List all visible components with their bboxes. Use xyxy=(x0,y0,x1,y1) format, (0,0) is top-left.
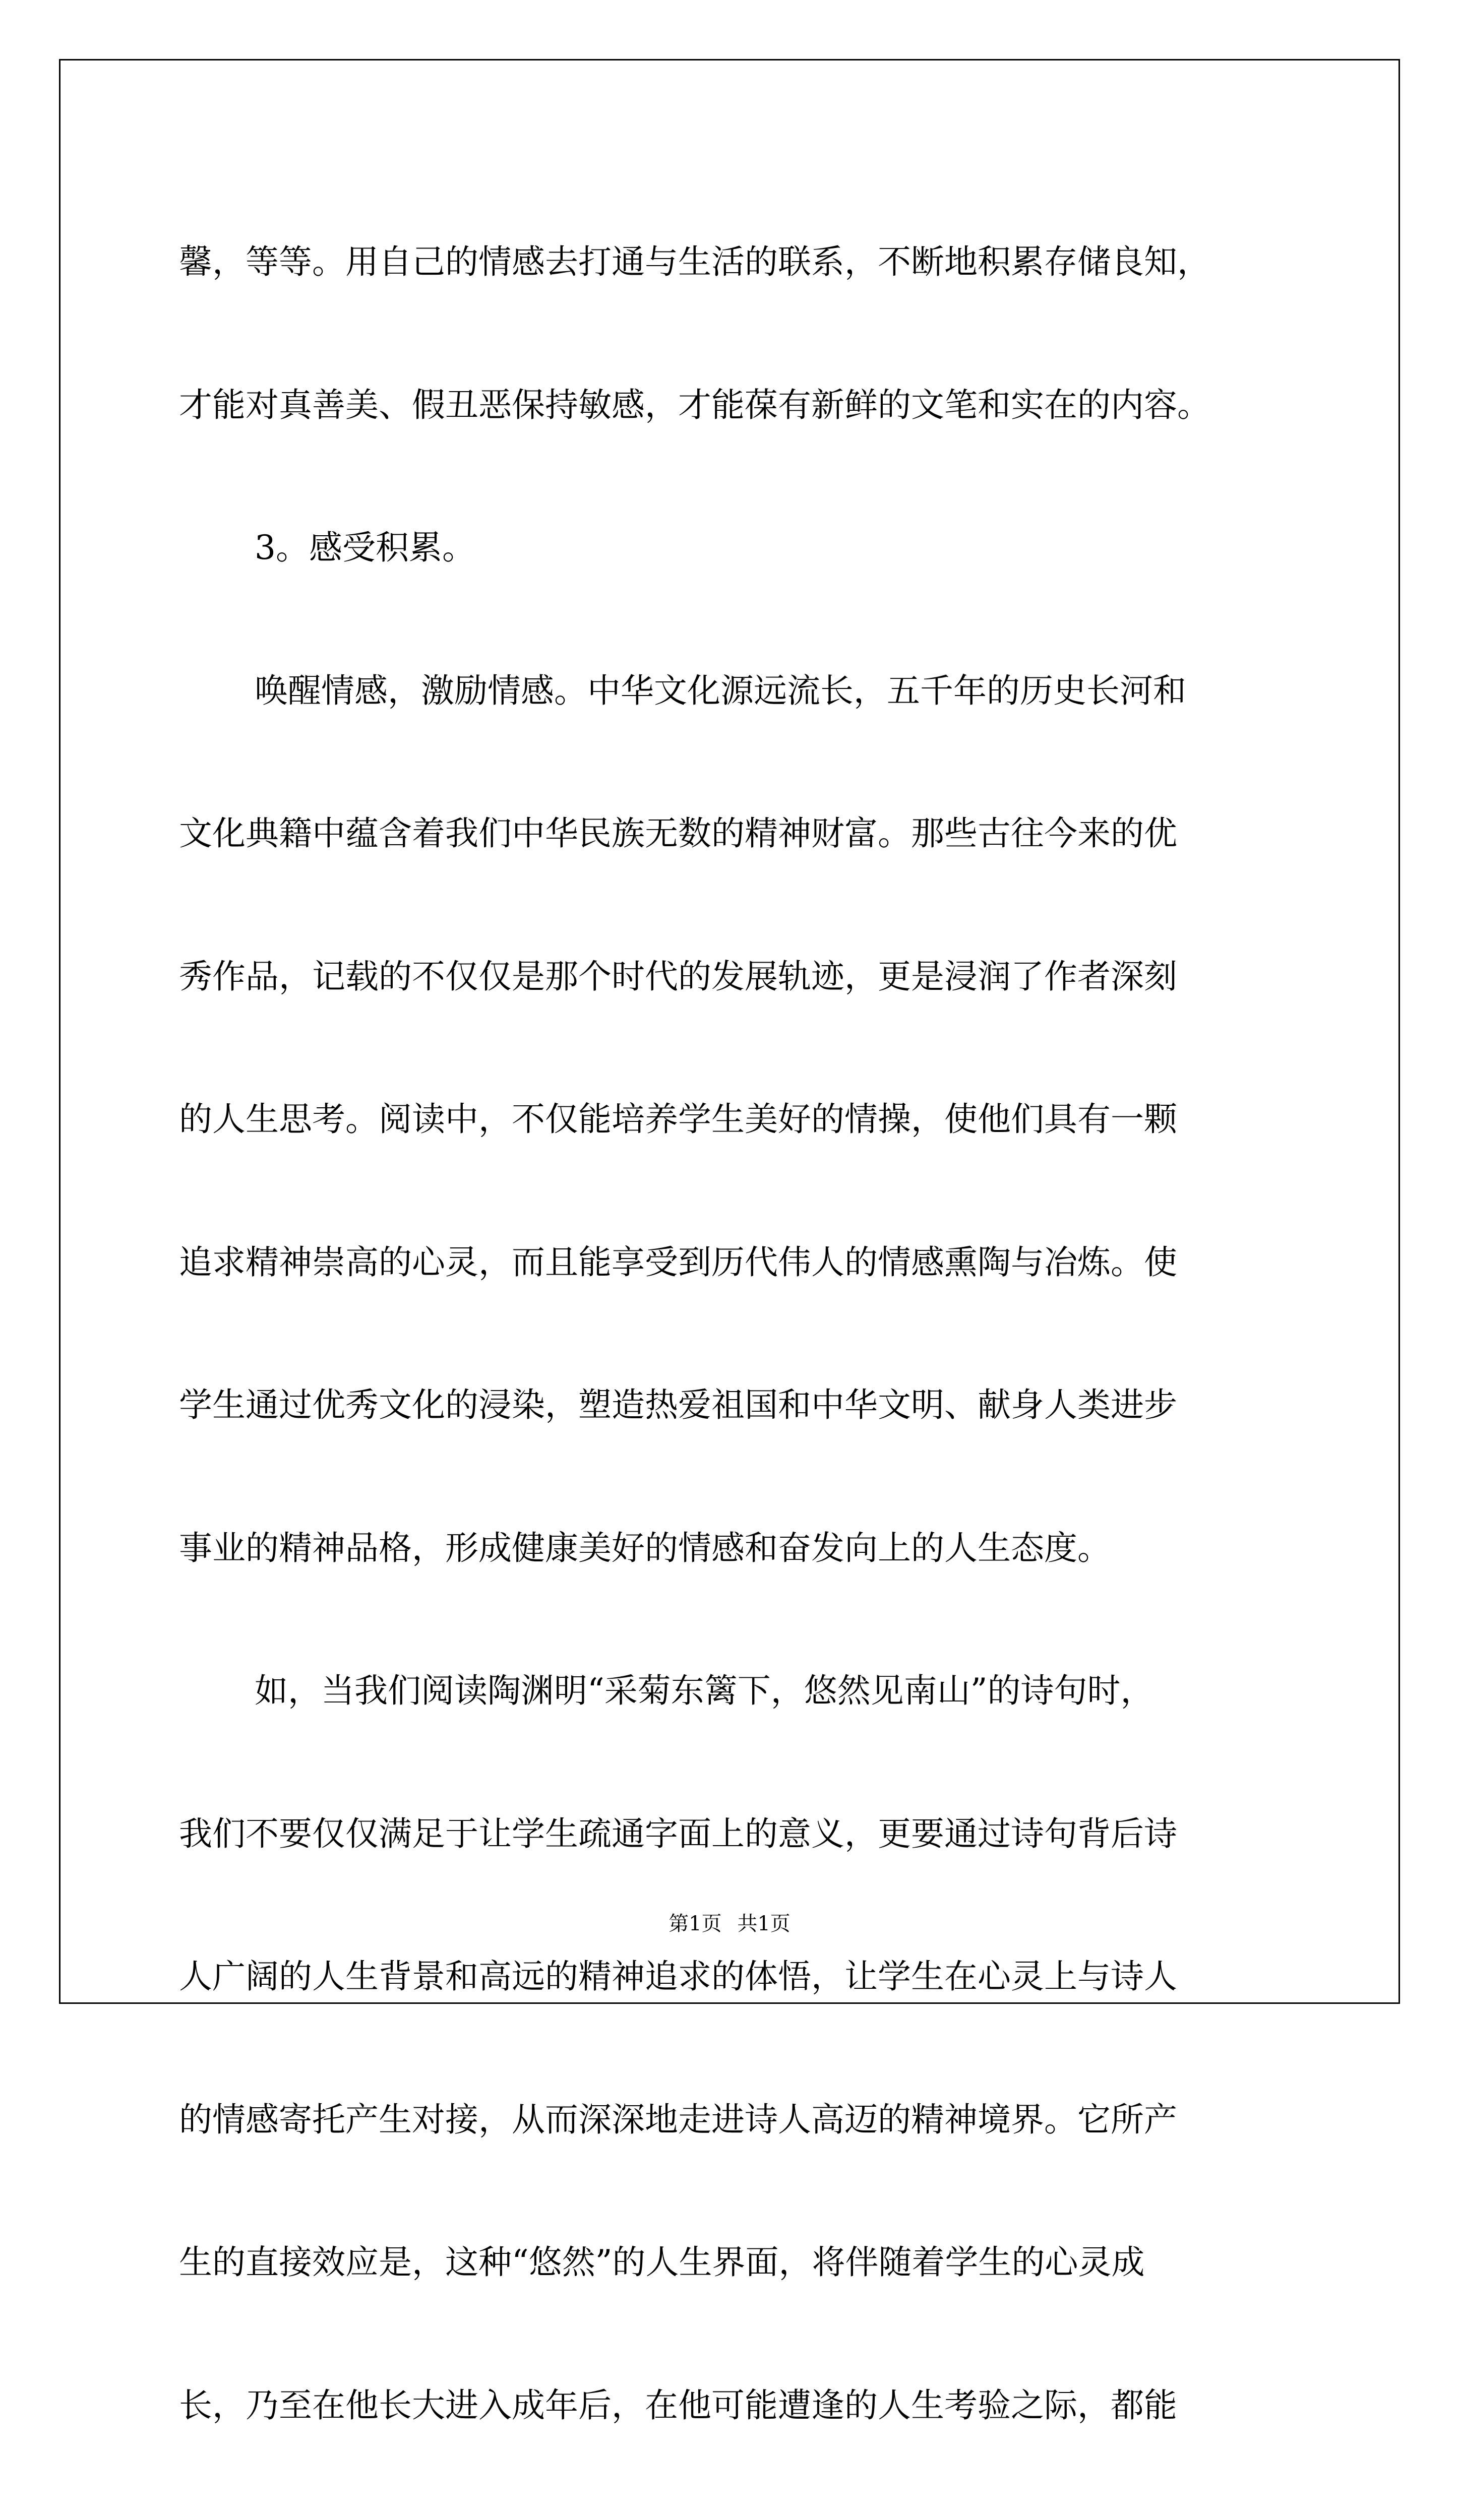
text-line: 人广阔的人生背景和高远的精神追求的体悟，让学生在心灵上与诗人 xyxy=(179,1957,1177,1996)
text-line: 如，当我们阅读陶渊明“采菊东篱下，悠然见南山”的诗句时， xyxy=(255,1671,1154,1710)
text-line: 我们不要仅仅满足于让学生疏通字面上的意义，更要通过诗句背后诗 xyxy=(179,1814,1177,1853)
text-line: 的情感寄托产生对接，从而深深地走进诗人高迈的精神境界。它所产 xyxy=(179,2100,1177,2139)
document-body xyxy=(179,191,1288,2520)
page-footer: 第1页 共1页 xyxy=(668,1912,791,1935)
text-line: 3。感受积累。 xyxy=(255,528,475,567)
text-line: 文化典籍中蕴含着我们中华民族无数的精神财富。那些古往今来的优 xyxy=(179,814,1177,853)
text-line: 秀作品，记载的不仅仅是那个时代的发展轨迹，更是浸润了作者深刻 xyxy=(179,957,1177,996)
text-line xyxy=(179,2477,1288,2520)
text-line: 追求精神崇高的心灵，而且能享受到历代伟人的情感熏陶与冶炼。使 xyxy=(179,1242,1177,1282)
text-line: 事业的精神品格，形成健康美好的情感和奋发向上的人生态度。 xyxy=(179,1528,1111,1567)
text-line: 长，乃至在他长大进入成年后，在他可能遭逢的人生考验之际，都能 xyxy=(179,2385,1177,2425)
text-line: 唤醒情感，激励情感。中华文化源远流长，五千年的历史长河和 xyxy=(255,671,1186,710)
text-line: 生的直接效应是，这种“悠然”的人生界面，将伴随着学生的心灵成 xyxy=(179,2243,1145,2282)
text-line: 才能对真善美、假丑恶保持敏感，才能葆有新鲜的文笔和实在的内容。 xyxy=(179,385,1210,424)
text-line: 馨，等等。用自己的情感去打通与生活的联系，不断地积累存储良知， xyxy=(179,242,1210,281)
text-line: 学生通过优秀文化的浸染，塑造热爱祖国和中华文明、献身人类进步 xyxy=(179,1385,1177,1424)
text-line: 的人生思考。阅读中，不仅能培养学生美好的情操，使他们具有一颗 xyxy=(179,1100,1177,1139)
